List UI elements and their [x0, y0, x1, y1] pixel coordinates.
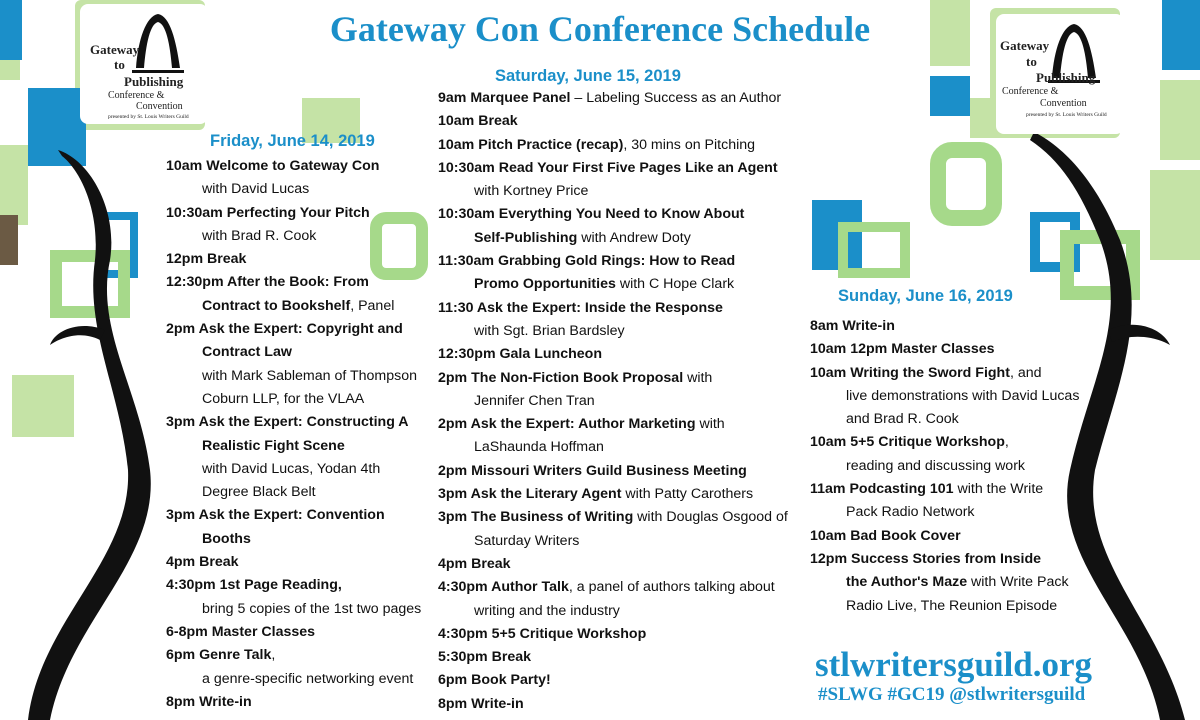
schedule-item	[438, 157, 808, 180]
logo-presented-text: presented by St. Louis Writers Guild	[108, 114, 189, 120]
event-detail: with Patty Carothers	[621, 486, 754, 503]
schedule-item	[810, 525, 1100, 548]
event-continuation	[438, 227, 808, 250]
event-title-continued: Contract to Bookshelf	[202, 297, 351, 314]
logo-publishing-text: Publishing	[1036, 70, 1096, 85]
event-title: 10am Break	[438, 113, 518, 130]
event-title: 6pm Genre Talk	[166, 647, 272, 664]
event-continuation	[166, 528, 436, 551]
event-title: 2pm Ask the Expert: Copyright and	[166, 321, 403, 338]
friday-heading: Friday, June 14, 2019	[210, 132, 375, 150]
schedule-item	[438, 460, 808, 483]
event-continuation	[166, 295, 436, 318]
event-title: 12pm Success Stories from Inside	[810, 550, 1042, 567]
logo-presented-text: presented by St. Louis Writers Guild	[1026, 112, 1107, 118]
sunday-schedule	[810, 315, 1100, 618]
event-detail-line: Pack Radio Network	[846, 504, 975, 521]
event-detail-line: live demonstrations with David Lucas	[846, 387, 1080, 404]
logo-conference-text: Conference &	[108, 90, 165, 101]
logo-gateway-text: Gateway	[1000, 38, 1050, 53]
event-continuation	[438, 273, 808, 296]
event-title: 4pm Break	[438, 555, 511, 572]
schedule-item	[438, 646, 808, 669]
event-title: 5:30pm Break	[438, 649, 532, 666]
event-title: 10:30am Perfecting Your Pitch	[166, 204, 370, 221]
schedule-item	[810, 478, 1100, 501]
event-title: 4:30pm 5+5 Critique Workshop	[438, 625, 647, 642]
event-title: 10am 5+5 Critique Workshop	[810, 434, 1005, 451]
schedule-item	[438, 693, 808, 716]
event-detail-line: Coburn LLP, for the VLAA	[202, 390, 365, 407]
event-detail: with Douglas Osgood of	[633, 509, 788, 526]
event-title: 10:30am Read Your First Five Pages Like an Agent	[438, 159, 778, 176]
event-title: 3pm Ask the Expert: Constructing A	[166, 414, 409, 431]
event-detail: with C Hope Clark	[615, 276, 735, 293]
schedule-item	[438, 297, 808, 320]
schedule-item	[438, 343, 808, 366]
event-title-continued: Promo Opportunities	[474, 276, 616, 293]
logo-publishing-text: Publishing	[124, 74, 184, 89]
schedule-item	[166, 504, 436, 527]
event-title: 11am Podcasting 101	[810, 481, 954, 498]
schedule-item	[810, 362, 1100, 385]
saturday-schedule	[438, 87, 808, 716]
event-detail-line: reading and discussing work	[846, 457, 1026, 474]
event-title: 6pm Book Party!	[438, 672, 551, 689]
schedule-item	[166, 691, 436, 714]
event-title: 10am Bad Book Cover	[810, 527, 961, 544]
schedule-item	[438, 623, 808, 646]
event-detail-line: with Mark Sableman of Thompson	[202, 367, 418, 384]
event-detail: , and	[1009, 364, 1042, 381]
friday-schedule	[166, 155, 436, 714]
event-detail: with Andrew Doty	[577, 229, 691, 246]
event-title: 12:30pm Gala Luncheon	[438, 346, 602, 363]
event-detail-line: Jennifer Chen Tran	[474, 392, 595, 409]
event-detail-line: with Sgt. Brian Bardsley	[474, 322, 625, 339]
event-detail-line: Radio Live, The Reunion Episode	[846, 597, 1058, 614]
event-detail-line: with Kortney Price	[474, 183, 589, 200]
schedule-item	[438, 134, 808, 157]
event-title: 10am Pitch Practice (recap)	[438, 136, 624, 153]
schedule-item	[438, 576, 808, 599]
event-title: 4:30pm 1st Page Reading,	[166, 577, 342, 594]
website-link[interactable]: stlwritersguild.org	[815, 645, 1093, 684]
schedule-item	[438, 483, 808, 506]
logo-conference-text: Conference &	[1002, 86, 1059, 97]
event-detail-line: with Brad R. Cook	[202, 227, 317, 244]
event-title: 10am 12pm Master Classes	[810, 341, 995, 358]
event-title: 8pm Write-in	[166, 693, 252, 710]
event-title: 4:30pm Author Talk	[438, 579, 569, 596]
event-title: 10am Writing the Sword Fight	[810, 364, 1010, 381]
event-title: 8pm Write-in	[438, 695, 524, 712]
event-detail: , 30 mins on Pitching	[623, 136, 756, 153]
event-detail: – Labeling Success as an Author	[570, 90, 782, 106]
event-detail-line: a genre-specific networking event	[202, 670, 414, 687]
event-title: 12pm Break	[166, 251, 247, 268]
schedule-item	[166, 318, 436, 341]
logo-gateway-text: Gateway	[90, 42, 140, 57]
event-title-continued: Realistic Fight Scene	[202, 437, 345, 454]
logo-to-text: to	[1026, 54, 1037, 69]
schedule-item	[438, 203, 808, 226]
logo-convention-text: Convention	[1040, 98, 1087, 109]
saturday-heading: Saturday, June 15, 2019	[495, 67, 681, 85]
event-detail-line: with David Lucas	[202, 181, 310, 198]
event-detail: ,	[271, 647, 276, 664]
schedule-item	[810, 548, 1100, 571]
schedule-item	[166, 202, 436, 225]
schedule-item	[438, 250, 808, 273]
event-title: 4pm Break	[166, 554, 239, 571]
event-title: 10:30am Everything You Need to Know About	[438, 206, 745, 223]
schedule-item	[810, 338, 1100, 361]
event-title-continued: Booths	[202, 530, 251, 547]
event-continuation	[166, 341, 436, 364]
event-detail: with Write Pack	[967, 574, 1069, 591]
event-title: 12:30pm After the Book: From	[166, 274, 369, 291]
event-detail: with	[695, 416, 725, 433]
event-continuation	[810, 571, 1100, 594]
schedule-item	[438, 110, 808, 133]
schedule-item	[166, 621, 436, 644]
event-detail-line: Degree Black Belt	[202, 484, 316, 501]
event-detail-line: writing and the industry	[474, 602, 620, 619]
page-title: Gateway Con Conference Schedule	[329, 9, 871, 49]
schedule-item	[166, 271, 436, 294]
schedule-item	[166, 644, 436, 667]
event-title-continued: Contract Law	[202, 344, 292, 361]
event-detail-line: bring 5 copies of the 1st two pages	[202, 600, 422, 617]
event-detail-line: with David Lucas, Yodan 4th	[202, 460, 381, 477]
event-title: 3pm Ask the Expert: Convention	[166, 507, 385, 524]
event-title: 2pm The Non-Fiction Book Proposal	[438, 369, 684, 386]
event-title: 9am Marquee Panel	[438, 90, 571, 106]
schedule-item	[438, 553, 808, 576]
event-title: 2pm Missouri Writers Guild Business Meeting	[438, 462, 747, 479]
schedule-item	[166, 551, 436, 574]
event-detail-line: LaShaunda Hoffman	[474, 439, 604, 456]
logo-convention-text: Convention	[136, 101, 183, 112]
schedule-item	[438, 87, 808, 110]
event-title: 3pm The Business of Writing	[438, 509, 634, 526]
event-title: 2pm Ask the Expert: Author Marketing	[438, 416, 696, 433]
schedule-item	[166, 574, 436, 597]
schedule-item	[166, 248, 436, 271]
schedule-item	[166, 155, 436, 178]
event-title: 11:30 Ask the Expert: Inside the Response	[438, 299, 723, 316]
schedule-item	[166, 411, 436, 434]
event-title-continued: Self-Publishing	[474, 229, 578, 246]
event-title: 8am Write-in	[810, 318, 895, 334]
event-title: 6-8pm Master Classes	[166, 623, 316, 640]
logo-to-text: to	[114, 57, 125, 72]
event-detail-line: and Brad R. Cook	[846, 411, 959, 428]
hashtags-text: #SLWG #GC19 @stlwritersguild	[818, 684, 1086, 705]
schedule-item	[438, 669, 808, 692]
event-detail: , a panel of authors talking about	[568, 579, 775, 596]
event-title-continued: the Author's Maze	[846, 574, 968, 591]
sunday-heading: Sunday, June 16, 2019	[838, 287, 1013, 305]
schedule-item	[438, 506, 808, 529]
event-detail: ,	[1004, 434, 1009, 451]
event-detail-line: Saturday Writers	[474, 532, 580, 549]
event-detail: with the Write	[953, 481, 1044, 498]
event-title: 10am Welcome to Gateway Con	[166, 158, 380, 174]
schedule-item	[438, 367, 808, 390]
schedule-item	[438, 413, 808, 436]
event-detail: with	[683, 369, 713, 386]
schedule-item	[810, 431, 1100, 454]
event-title: 11:30am Grabbing Gold Rings: How to Read	[438, 253, 736, 270]
event-title: 3pm Ask the Literary Agent	[438, 486, 622, 503]
schedule-item	[810, 315, 1100, 338]
event-detail: , Panel	[350, 297, 395, 314]
event-continuation	[166, 435, 436, 458]
